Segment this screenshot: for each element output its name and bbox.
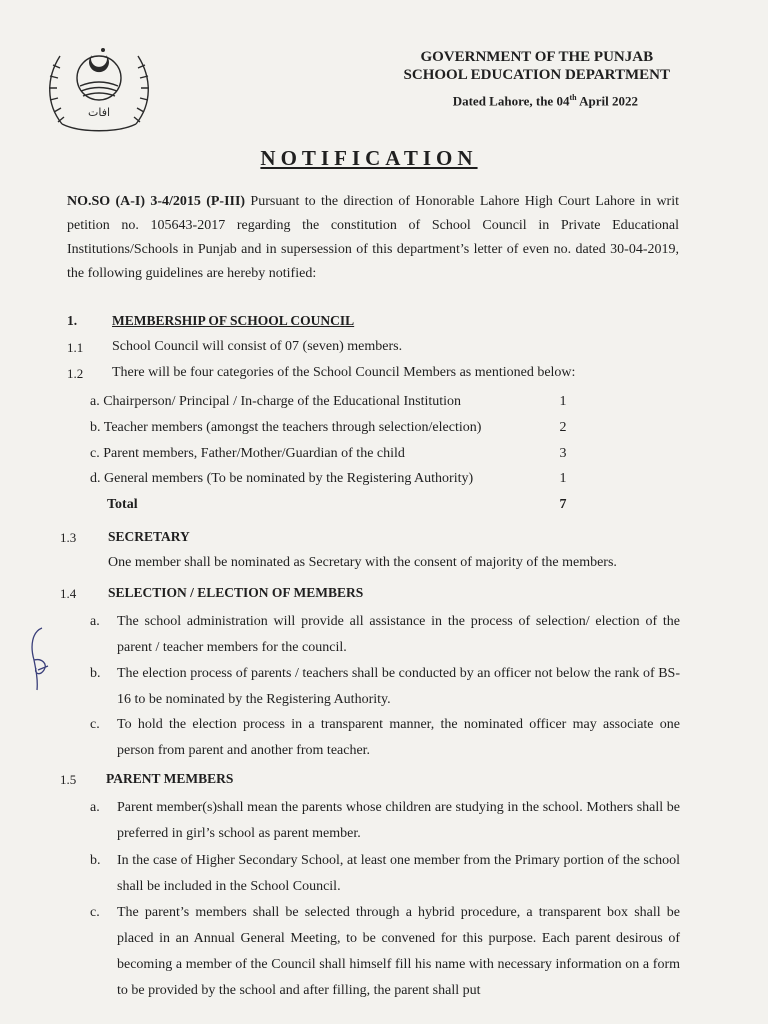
list-item: c. To hold the election process in a transparent manner, the nominated officer may associate one person from parent and another from teacher. [90,717,680,758]
section14-heading: SELECTION / ELECTION OF MEMBERS [108,585,364,600]
department-heading [404,48,670,84]
notification-title: NOTIFICATION [260,146,478,170]
date-line: Dated Lahore, the 04th April 2022 [452,93,638,109]
section15-number: 1.5 [60,772,77,787]
reference-number: NO.SO (A-I) 3-4/2015 (P-III) [67,194,246,209]
list-item: a. The school administration will provide all assistance in the process of selection/ election of the parent / teacher members for the council. [90,614,680,655]
section13-text: One member shall be nominated as Secretary with the consent of majority of the members. [108,555,617,570]
section14-number: 1.4 [60,586,77,601]
category-row: a. Chairperson/ Principal / In-charge of the Educational Institution 1 [90,394,567,409]
list-item: b. In the case of Higher Secondary School, at least one member from the Primary portion of the school shall be included in the School Council. [90,853,680,894]
section15-heading: PARENT MEMBERS [106,771,234,786]
gov-line2: SCHOOL EDUCATION DEPARTMENT [403,67,670,83]
gov-line1: GOVERNMENT OF THE PUNJAB [420,49,654,65]
section13-heading: SECRETARY [108,529,190,544]
category-total-row: Total 7 [107,497,567,512]
punjab-emblem-logo [40,38,158,134]
intro-paragraph: NO.SO (A-I) 3-4/2015 (P-III) Pursuant to the direction of Honorable Lahore High Court Lahore in writ petition no. 105643-2017 regarding the constitution of School Council in Private Educational Institutions/Schools in Punjab and in supersession of this department’s letter of even no. dated 30-04-2019, the following guidelines are hereby notified: [67,194,680,281]
list-item: a. Parent member(s)shall mean the parents whose children are studying in the school. Mothers shall be preferred in girl’s school as parent member. [90,800,680,841]
emblem-motto-text: ﺍﻓﺎﺕ [87,106,111,119]
section1-number: 1. [67,313,78,328]
category-row: c. Parent members, Father/Mother/Guardian of the child 3 [90,446,567,461]
para-1-1-text: School Council will consist of 07 (seven) members. [112,339,403,354]
category-row: d. General members (To be nominated by the Registering Authority) 1 [90,471,567,486]
para-1-2-number: 1.2 [67,366,84,381]
list-item: c. The parent’s members shall be selected through a hybrid procedure, a transparent box shall be placed in an Annual General Meeting, to be convened for this purpose. Each parent desirous of becoming a member of the Council shall himself fill his name with necessary information on a form to be provided by the school and after filling, the parent shall put [90,905,680,998]
section13-number: 1.3 [60,530,77,545]
list-item: b. The election process of parents / teachers shall be conducted by an officer not below the rank of BS-16 to be nominated by the Registering Authority. [90,666,680,707]
category-row: b. Teacher members (amongst the teachers through selection/election) 2 [90,420,567,435]
margin-signature [20,624,60,694]
para-1-1-number: 1.1 [67,340,84,355]
para-1-2-text: There will be four categories of the School Council Members as mentioned below: [112,365,576,380]
section1-heading: MEMBERSHIP OF SCHOOL COUNCIL [112,313,355,328]
